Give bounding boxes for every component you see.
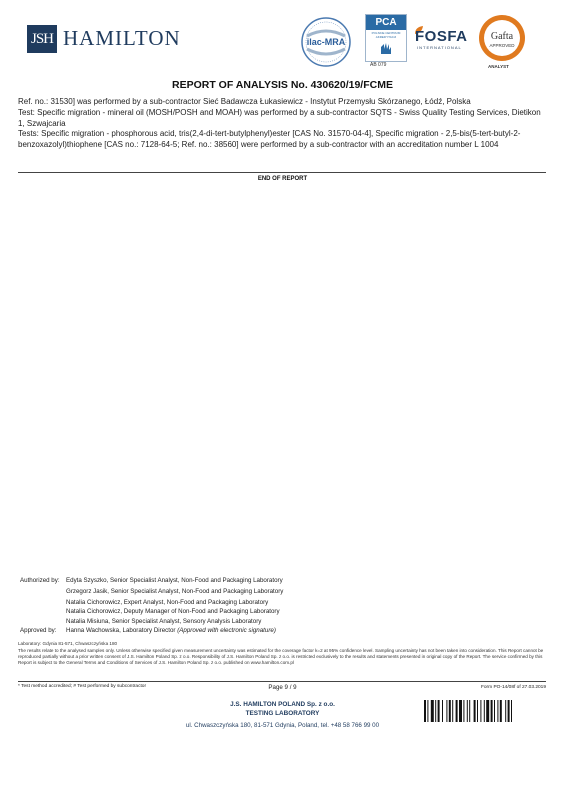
report-title: REPORT OF ANALYSIS No. 430620/19/FCME [172,79,393,91]
barcode-bar [442,700,443,722]
pca-emblem-icon [378,40,394,56]
barcode-bar [435,700,436,722]
company-name: J.S. HAMILTON POLAND Sp. z o.o. [230,701,335,708]
pca-badge [365,14,407,62]
footer-divider [18,681,546,682]
laboratory-name: TESTING LABORATORY [245,710,320,717]
pca-subtitle: POLSKIE CENTRUM AKREDYTACJI [371,31,401,39]
report-paragraph-1: Ref. no.: 31530] was performed by a sub-contractor Sieć Badawcza Łukasiewicz - Instytut Przemysłu Skórzanego, Łódź, Polska [18,97,471,106]
barcode-bar [463,700,464,722]
gafta-analyst-label: ANALYST [488,64,509,69]
gafta-approved: APPROVED [489,43,515,48]
disclaimer: The results relate to the analysed samples only. Unless otherwise specified given measurement uncertainty was estimated for the coverage factor k=2 at 95% confidence level. Sampling uncertainty has not been taken into consideration. This Report cannot be reproduced partially without a prior written consent of J.S. Hamilton Poland Sp. z o.o. Responsibility of J.S. Hamilton Poland Sp. z o.o. is restricted exclusively to the results and statements presented in original copy of the Report. The service confirmed by this Report is subject to the General Terms and Conditions of Services of J.S. Hamilton Poland Sp. z o.o. published on www.hamilton.com.pl [18,648,544,666]
authorizer-3: Natalia Cichorowicz, Expert Analyst, Non-Food and Packaging Laboratory [66,599,269,606]
barcode-bar [474,700,476,722]
fosfa-subtitle: INTERNATIONAL [417,45,462,50]
barcode-bar [497,700,498,722]
barcode-bar [480,700,481,722]
authorizer-2: Grzegorz Jasik, Senior Specialist Analyst, Non-Food and Packaging Laboratory [66,588,284,595]
barcode-bar [477,700,478,722]
form-reference: Form PO-14/08f of 27.03.2019 [480,685,546,690]
authorizer-1: Edyta Szyszko, Senior Specialist Analyst, Non-Food and Packaging Laboratory [66,577,283,584]
barcode-bar [505,700,506,722]
barcode-bar [449,700,451,722]
authorizer-5: Natalia Misiuna, Senior Specialist Analyst, Sensory Analysis Laboratory [66,618,262,625]
authorizer-4: Natalia Cichorowicz, Deputy Manager of Non-Food and Packaging Laboratory [66,608,280,615]
hamilton-logo-mark: JSH [27,25,57,53]
approved-by-label: Approved by: [20,627,57,634]
barcode-bar [452,700,453,722]
barcode-bar [431,700,434,722]
end-of-report: END OF REPORT [257,176,308,182]
gafta-badge [477,13,527,63]
barcode-bar [486,700,489,722]
gafta-text: Gafta [490,31,514,42]
ilac-mra-badge [297,16,355,68]
approver-name: Hanna Wachowska, Laboratory Director [66,627,178,634]
barcode-bar [459,700,462,722]
hamilton-logo-text: HAMILTON [63,26,181,50]
barcode-bar [467,700,468,722]
report-paragraph-3: Tests: Specific migration - phosphorous acid, tris(2,4-di-tert-butylphenyl)ester [CAS No. 31570-04-4], Specific migration - 2,5-bis(5-tert-butyl-2-benzoxazolyl)thiophene [CAS no.: 7128-64-5; Ref. no.: 38560] were performed by a sub-contractor with an accreditation number L 1004 [18,129,521,149]
company-address: ul. Chwaszczyńska 180, 81-571 Gdynia, Poland, tel. +48 58 766 99 00 [185,722,380,729]
footer-legend: * Test method accredited; # Test performed by subcontractor [18,684,147,689]
barcode-bar [438,700,440,722]
pca-accreditation-number: AB 079 [370,62,387,68]
barcode-bar [484,700,485,722]
barcode-bar [427,700,428,722]
ilac-text: ilac-MRA [306,37,346,47]
barcode [424,700,548,722]
approval-note: (Approved with electronic signature) [177,627,276,634]
barcode-bar [508,700,510,722]
laboratory-address-line: Laboratory: Gdynia 81-571, Chwaszczyńska 180 [18,641,118,646]
divider [18,172,546,173]
barcode-bar [469,700,470,722]
authorized-by-label: Authorized by: [20,577,60,584]
approver [66,627,276,634]
barcode-bar [424,700,426,722]
barcode-bar [500,700,502,722]
barcode-bar [494,700,495,722]
barcode-bar [511,700,512,722]
barcode-bar [446,700,447,722]
pca-label: PCA [366,15,406,30]
fosfa-logo-text: FOSFA [415,28,468,45]
report-paragraph-2: Test: Specific migration - mineral oil (MOSH/POSH and MOAH) was performed by a sub-contractor SQTS - Swiss Quality Testing Services, Dietikon 1, Szwajcaria [18,108,541,128]
barcode-bar [491,700,493,722]
page-number: Page 9 / 9 [268,684,297,691]
barcode-bar [456,700,458,722]
